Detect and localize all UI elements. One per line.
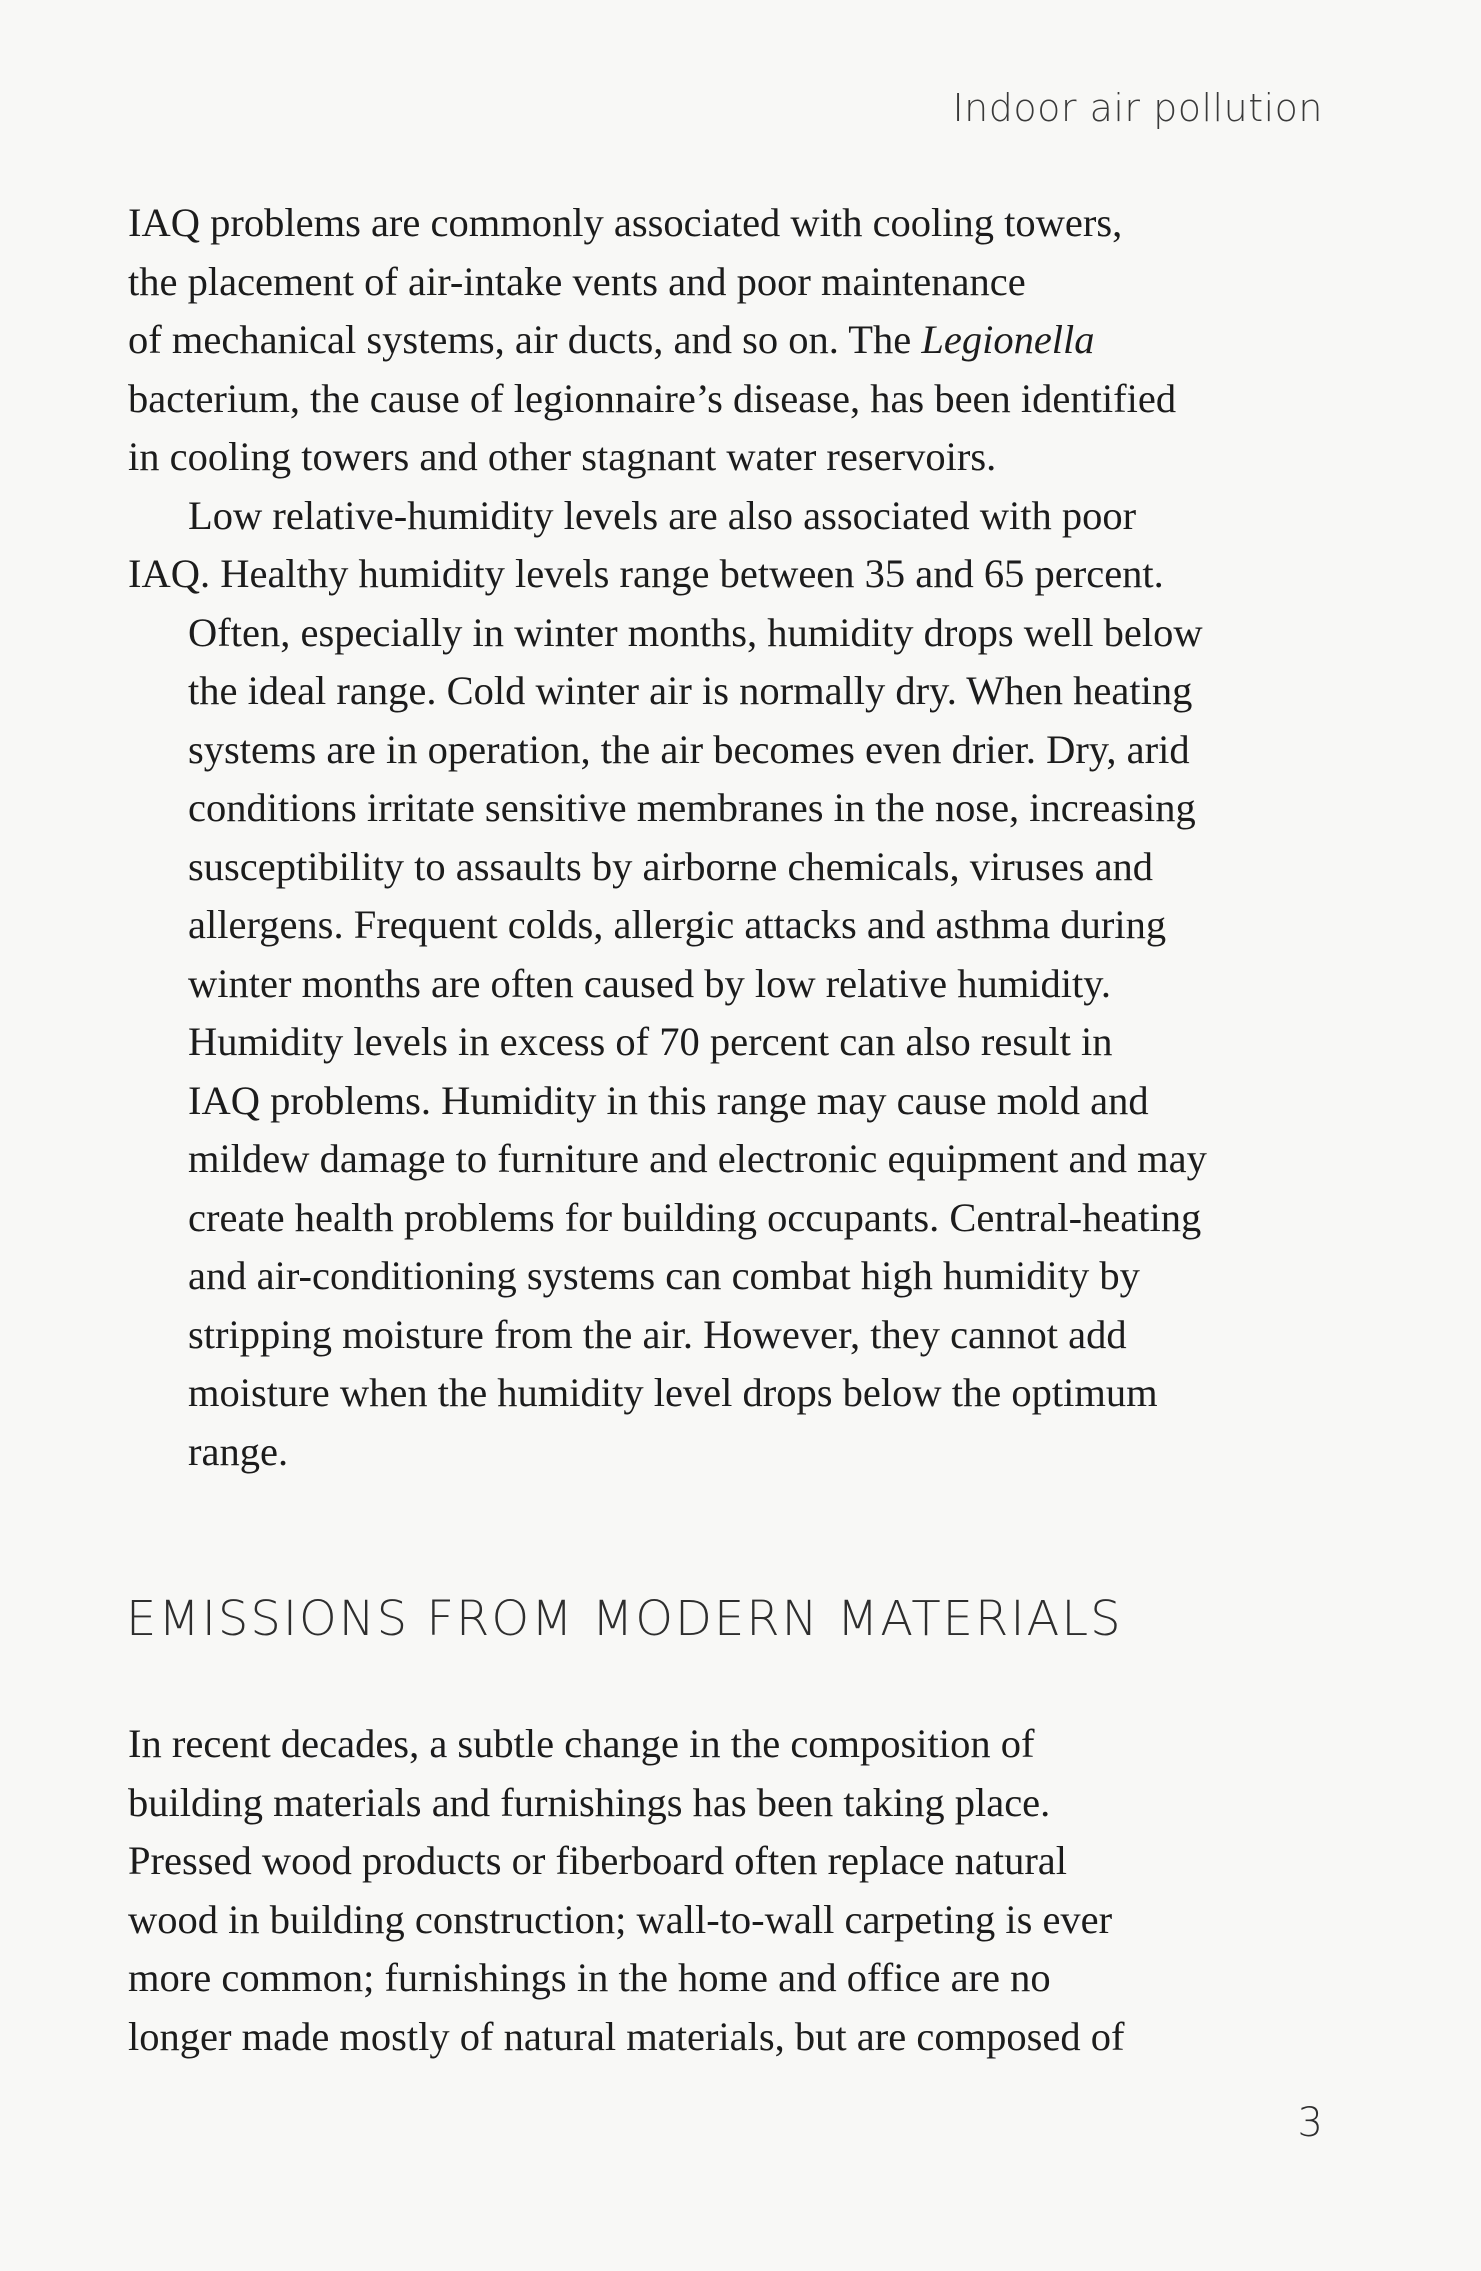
text-line: wood in building construction; wall-to-wall carpeting is ever xyxy=(128,1896,1113,1942)
text-line: and air-conditioning systems can combat high humidity by xyxy=(188,1253,1140,1298)
text-line: IAQ problems. Humidity in this range may cause mold and xyxy=(188,1077,1149,1123)
text-line: conditions irritate sensitive membranes in the nose, increasing xyxy=(188,785,1196,830)
text-line: bacterium, the cause of legionnaire’s disease, has been identified xyxy=(128,375,1177,421)
text-line: mildew damage to furniture and electronic equipment and may xyxy=(188,1136,1207,1181)
page-number: 3 xyxy=(1297,2100,1323,2146)
paragraph-high-humidity xyxy=(128,1013,1353,1481)
text-line: Pressed wood products or fiberboard often replace natural xyxy=(128,1838,1068,1883)
text-run: of mechanical systems, air ducts, and so on. The xyxy=(128,317,922,362)
text-line: allergens. Frequent colds, allergic attacks and asthma during xyxy=(188,902,1167,947)
body-text-section xyxy=(128,1715,1353,2066)
body-text-top xyxy=(128,194,1353,1481)
paragraph-cooling-towers xyxy=(128,194,1353,487)
text-line: the ideal range. Cold winter air is normally dry. When heating xyxy=(188,668,1193,713)
text-line: In recent decades, a subtle change in the composition of xyxy=(128,1721,1035,1766)
text-line: systems are in operation, the air becomes even drier. Dry, arid xyxy=(188,726,1190,772)
text-line: the placement of air-intake vents and poor maintenance xyxy=(128,258,1026,304)
text-line: winter months are often caused by low relative humidity. xyxy=(188,960,1111,1006)
text-line: Humidity levels in excess of 70 percent can also result in xyxy=(188,1019,1113,1064)
text-line: IAQ problems are commonly associated with cooling towers, xyxy=(128,200,1123,245)
text-line: stripping moisture from the air. However, they cannot add xyxy=(188,1311,1127,1357)
text-line: susceptibility to assaults by airborne chemicals, viruses and xyxy=(188,843,1154,889)
text-line xyxy=(128,311,1353,370)
paragraph-modern-materials xyxy=(128,1715,1353,2066)
text-line: longer made mostly of natural materials, but are composed of xyxy=(128,2013,1125,2059)
text-line: Often, especially in winter months, humidity drops well below xyxy=(188,609,1203,655)
running-head: Indoor air pollution xyxy=(952,86,1323,130)
text-line: more common; furnishings in the home and office are no xyxy=(128,1955,1051,2000)
text-line: Low relative-humidity levels are also associated with poor xyxy=(188,492,1137,538)
text-line: building materials and furnishings has been taking place. xyxy=(128,1779,1051,1825)
paragraph-low-humidity xyxy=(128,487,1353,1014)
italic-term: Legionella xyxy=(921,317,1095,362)
text-line: create health problems for building occupants. Central-heating xyxy=(188,1194,1202,1240)
text-line: range. xyxy=(188,1428,289,1474)
text-line: IAQ. Healthy humidity levels range between 35 and 65 percent. xyxy=(128,551,1164,596)
text-line: in cooling towers and other stagnant water reservoirs. xyxy=(128,434,997,479)
text-line: moisture when the humidity level drops below the optimum xyxy=(188,1370,1158,1415)
section-heading: EMISSIONS FROM MODERN MATERIALS xyxy=(126,1591,1123,1647)
